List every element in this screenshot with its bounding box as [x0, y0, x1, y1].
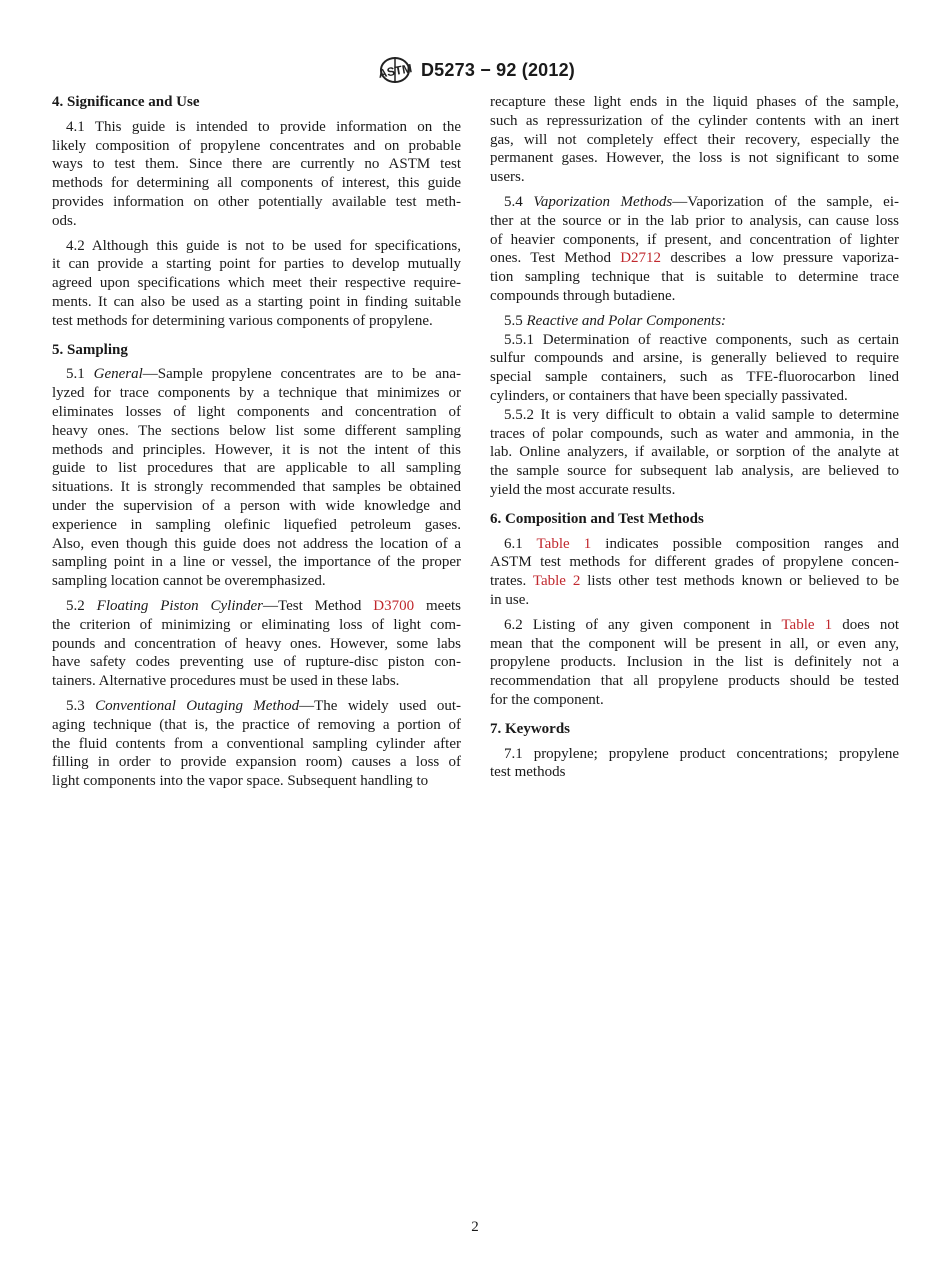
- text-line: cylinders, or containers that have been specially passivated.: [490, 387, 848, 404]
- italic-run-in-title: General: [93, 366, 143, 383]
- text-line: test methods: [490, 764, 566, 781]
- text-line: ods.: [52, 212, 77, 229]
- text-run: —Test Method: [262, 597, 374, 614]
- text-run: 6.1: [504, 535, 537, 552]
- text-run: lists other test methods known or believed to be: [580, 573, 899, 590]
- paragraph: [490, 193, 899, 306]
- text-line: it can provide a starting point for parties to develop mutually: [52, 256, 461, 273]
- reference-link[interactable]: Table 2: [532, 573, 581, 590]
- paragraph: [490, 93, 899, 187]
- text-line: Also, even though this guide does not address the location of a: [52, 535, 461, 552]
- text-line: likely composition of propylene concentrates and on probable: [52, 137, 461, 154]
- text-run: does not: [832, 616, 899, 633]
- text-line: [490, 193, 899, 212]
- text-run: 5.4: [504, 193, 534, 210]
- text-line: [490, 616, 899, 635]
- document-designation: D5273 − 92 (2012): [420, 59, 575, 80]
- page-header: [0, 56, 950, 84]
- reference-link[interactable]: D3700: [373, 597, 415, 614]
- paragraph: [52, 365, 461, 591]
- text-line: tion sampling technique that is suitable to determine trace: [490, 269, 899, 286]
- text-line: filling in order to provide expansion room) causes a loss of: [52, 754, 461, 771]
- text-line: 7.1 propylene; propylene product concentrations; propylene: [504, 745, 899, 762]
- page-number: 2: [471, 1219, 479, 1235]
- text-line: [52, 597, 461, 616]
- text-line: recapture these light ends in the liquid phases of the sample,: [490, 94, 899, 110]
- text-line: 5.5.1 Determination of reactive components, such as certain: [504, 331, 899, 348]
- text-run: —Vaporization of the sample, ei-: [672, 193, 899, 210]
- text-line: 5.5.2 It is very difficult to obtain a valid sample to determine: [504, 406, 899, 423]
- text-line: of heavier components, if present, and concentration of lighter: [490, 231, 899, 248]
- svg-text:ASTM: ASTM: [377, 61, 414, 81]
- section-heading: 5. Sampling: [52, 341, 128, 358]
- text-run: 5.3: [66, 697, 96, 714]
- text-line: ways to test them. Since there are currently no ASTM test: [52, 156, 461, 173]
- italic-run-in-title: Conventional Outaging Method: [95, 697, 300, 714]
- left-column: [52, 93, 461, 797]
- text-run: —Sample propylene concentrates are to be ana-: [142, 366, 462, 383]
- text-run: meets: [414, 597, 461, 614]
- text-line: tainers. Alternative procedures must be used in these labs.: [52, 673, 400, 690]
- paragraph: [490, 331, 899, 406]
- text-run: describes a low pressure vaporiza-: [661, 250, 899, 267]
- text-line: the sample source for subsequent lab analysis, are believed to: [490, 463, 899, 480]
- paragraph: [490, 406, 899, 500]
- text-line: [490, 312, 899, 331]
- text-line: [490, 249, 899, 268]
- text-line: the criterion of minimizing or eliminating loss of light com-: [52, 616, 461, 633]
- text-line: methods and principles. However, it is not the intent of this: [52, 441, 461, 458]
- text-run: —The widely used out-: [299, 697, 462, 714]
- section-heading: 6. Composition and Test Methods: [490, 510, 704, 527]
- text-line: [490, 535, 899, 554]
- text-line: test methods for determining various components of propylene.: [52, 312, 433, 329]
- text-line: [490, 572, 899, 591]
- text-line: propylene products. Inclusion in the list is definitely not a: [490, 654, 899, 671]
- paragraph: [52, 597, 461, 691]
- text-line: 4.2 Although this guide is not to be used for specifications,: [66, 237, 461, 254]
- text-line: lab. Online analyzers, if available, or sorption of the analyte at: [490, 444, 899, 461]
- text-line: heavy ones. The sections below list some different sampling: [52, 422, 461, 439]
- paragraph: [490, 745, 899, 783]
- text-run: trates.: [490, 573, 533, 590]
- text-line: sulfur compounds and arsine, is generally believed to require: [490, 350, 899, 367]
- text-line: pounds and concentration of heavy ones. However, some labs: [52, 635, 461, 652]
- text-line: yield the most accurate results.: [490, 481, 676, 498]
- text-run: ones. Test Method: [490, 250, 621, 267]
- text-line: aging technique (that is, the practice of removing a portion of: [52, 716, 461, 733]
- italic-run-in-title: Vaporization Methods: [533, 193, 673, 210]
- text-line: ther at the source or in the lab prior to analysis, can cause loss: [490, 212, 899, 229]
- text-line: 4.1 This guide is intended to provide information on the: [66, 118, 461, 135]
- text-line: traces of polar compounds, such as water and ammonia, in the: [490, 425, 899, 442]
- text-line: special sample containers, such as TFE-fluorocarbon lined: [490, 369, 899, 386]
- reference-link[interactable]: Table 1: [781, 616, 833, 633]
- text-line: light components into the vapor space. Subsequent handling to: [52, 773, 429, 790]
- text-line: experience in sampling olefinic liquefied petroleum gases.: [52, 516, 461, 533]
- text-line: lyzed for trace components by a technique that minimizes or: [52, 385, 461, 402]
- paragraph: [52, 118, 461, 231]
- text-line: have safety codes preventing use of rupture-disc piston con-: [52, 654, 461, 671]
- text-line: situations. It is strongly recommended that samples be obtained: [52, 479, 461, 496]
- text-line: compounds through butadiene.: [490, 287, 676, 304]
- section-heading: 7. Keywords: [490, 720, 570, 737]
- text-line: ASTM test methods for different grades of propylene concen-: [490, 554, 899, 571]
- text-line: agreed upon specifications which meet their respective require-: [52, 275, 461, 292]
- text-run: 5.2: [66, 597, 97, 614]
- text-line: ments. It can also be used as a starting point in finding suitable: [52, 293, 461, 310]
- text-line: permanent gases. However, the loss is not significant to some: [490, 150, 899, 167]
- text-line: mean that the component will be present in all, or even any,: [490, 635, 899, 652]
- text-line: such as repressurization of the cylinder contents with an inert: [490, 112, 899, 129]
- text-line: sampling point in a line or vessel, the importance of the proper: [52, 554, 461, 571]
- paragraph: [490, 616, 899, 710]
- text-line: users.: [490, 169, 525, 186]
- text-line: gas, will not completely effect their recovery, especially the: [490, 131, 899, 148]
- paragraph: [490, 312, 899, 331]
- text-line: in use.: [490, 591, 530, 608]
- text-line: for the component.: [490, 691, 604, 708]
- text-run: 5.1: [66, 366, 94, 383]
- text-line: provides information on other potentially available test meth-: [52, 193, 461, 210]
- text-line: guide to list procedures that are applicable to all sampling: [52, 460, 461, 477]
- paragraph: [490, 535, 899, 610]
- text-line: the fluid contents from a conventional sampling cylinder after: [52, 735, 461, 752]
- section-heading: 4. Significance and Use: [52, 94, 200, 110]
- text-run: 5.5: [504, 312, 527, 329]
- text-line: eliminates losses of light components and concentration of: [52, 403, 461, 420]
- text-line: sampling location cannot be overemphasized.: [52, 573, 326, 590]
- reference-link[interactable]: D2712: [620, 250, 662, 267]
- text-line: [52, 697, 461, 716]
- italic-run-in-title: Floating Piston Cylinder: [96, 597, 263, 614]
- text-line: under the supervision of a person with wide knowledge and: [52, 497, 461, 514]
- italic-run-in-title: Reactive and Polar Components:: [526, 312, 727, 329]
- text-line: methods for determining all components of interest, this guide: [52, 175, 461, 192]
- paragraph: [52, 697, 461, 791]
- right-column: [490, 93, 899, 788]
- text-line: [52, 365, 461, 384]
- paragraph: [52, 237, 461, 331]
- text-line: recommendation that all propylene products should be tested: [490, 673, 899, 690]
- text-run: indicates possible composition ranges and: [591, 535, 899, 552]
- astm-logo-icon: [375, 56, 415, 84]
- reference-link[interactable]: Table 1: [536, 535, 592, 552]
- text-run: 6.2 Listing of any given component in: [504, 616, 782, 633]
